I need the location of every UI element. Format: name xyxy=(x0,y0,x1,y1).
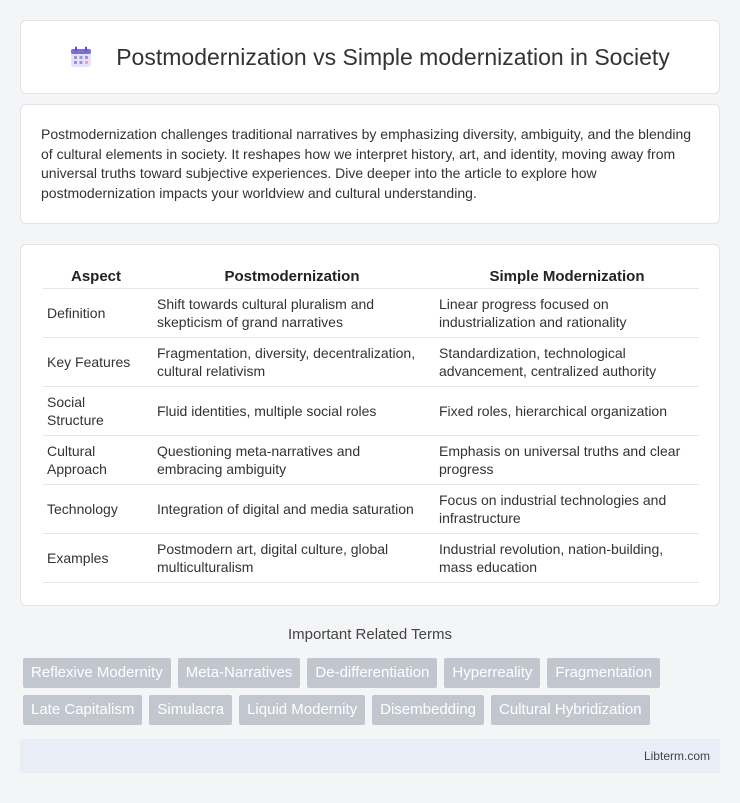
header-card xyxy=(20,20,720,94)
tag-fragmentation[interactable]: Fragmentation xyxy=(547,658,660,688)
cell-aspect: Key Features xyxy=(43,338,149,387)
tag-hyperreality[interactable]: Hyperreality xyxy=(444,658,540,688)
cell-aspect: Examples xyxy=(43,534,149,583)
comparison-card xyxy=(20,244,720,606)
calendar-grid-icon xyxy=(70,46,92,68)
table-row xyxy=(43,387,699,436)
cell-postmodernization: Questioning meta-narratives and embracing ambiguity xyxy=(149,436,431,485)
cell-postmodernization: Integration of digital and media saturation xyxy=(149,485,431,534)
cell-aspect: Definition xyxy=(43,289,149,338)
tag-row xyxy=(23,658,723,688)
cell-simple-modernization: Fixed roles, hierarchical organization xyxy=(431,387,699,436)
cell-simple-modernization: Emphasis on universal truths and clear progress xyxy=(431,436,699,485)
cell-simple-modernization: Standardization, technological advancement, centralized authority xyxy=(431,338,699,387)
tag-liquid-modernity[interactable]: Liquid Modernity xyxy=(239,695,365,725)
cell-simple-modernization: Linear progress focused on industrialization and rationality xyxy=(431,289,699,338)
tag-meta-narratives[interactable]: Meta-Narratives xyxy=(178,658,301,688)
related-terms-title: Important Related Terms xyxy=(288,626,452,643)
footer-brand[interactable]: Libterm.com xyxy=(643,749,710,763)
tag-late-capitalism[interactable]: Late Capitalism xyxy=(23,695,142,725)
cell-postmodernization: Shift towards cultural pluralism and skepticism of grand narratives xyxy=(149,289,431,338)
comparison-table xyxy=(43,265,699,583)
cell-postmodernization: Fluid identities, multiple social roles xyxy=(149,387,431,436)
header-aspect: Aspect xyxy=(43,265,149,289)
intro-card xyxy=(20,104,720,224)
cell-aspect: Social Structure xyxy=(43,387,149,436)
tag-simulacra[interactable]: Simulacra xyxy=(149,695,232,725)
tag-row xyxy=(23,695,723,725)
page-title: Postmodernization vs Simple modernization in Society xyxy=(116,43,670,70)
tag-reflexive-modernity[interactable]: Reflexive Modernity xyxy=(23,658,171,688)
footer xyxy=(20,739,720,773)
tag-cultural-hybridization[interactable]: Cultural Hybridization xyxy=(491,695,650,725)
table-row xyxy=(43,289,699,338)
intro-text: Postmodernization challenges traditional narratives by emphasizing diversity, ambiguity, and the blending of cultural elements in society. It reshapes how we interpret history, art, and identity, moving away from universal truths toward subjective experiences. Dive deeper into the article to explore how postmodernization impacts your worldview and cultural understanding. xyxy=(41,126,692,201)
tag-disembedding[interactable]: Disembedding xyxy=(372,695,484,725)
cell-aspect: Cultural Approach xyxy=(43,436,149,485)
tag-de-differentiation[interactable]: De-differentiation xyxy=(307,658,437,688)
cell-simple-modernization: Industrial revolution, nation-building, mass education xyxy=(431,534,699,583)
table-header-row xyxy=(43,265,699,289)
cell-postmodernization: Postmodern art, digital culture, global multiculturalism xyxy=(149,534,431,583)
header-simple-modernization: Simple Modernization xyxy=(431,265,699,289)
cell-postmodernization: Fragmentation, diversity, decentralization, cultural relativism xyxy=(149,338,431,387)
header-postmodernization: Postmodernization xyxy=(149,265,431,289)
table-row xyxy=(43,436,699,485)
table-row xyxy=(43,534,699,583)
related-terms xyxy=(23,658,723,732)
cell-simple-modernization: Focus on industrial technologies and infrastructure xyxy=(431,485,699,534)
cell-aspect: Technology xyxy=(43,485,149,534)
table-row xyxy=(43,485,699,534)
table-row xyxy=(43,338,699,387)
